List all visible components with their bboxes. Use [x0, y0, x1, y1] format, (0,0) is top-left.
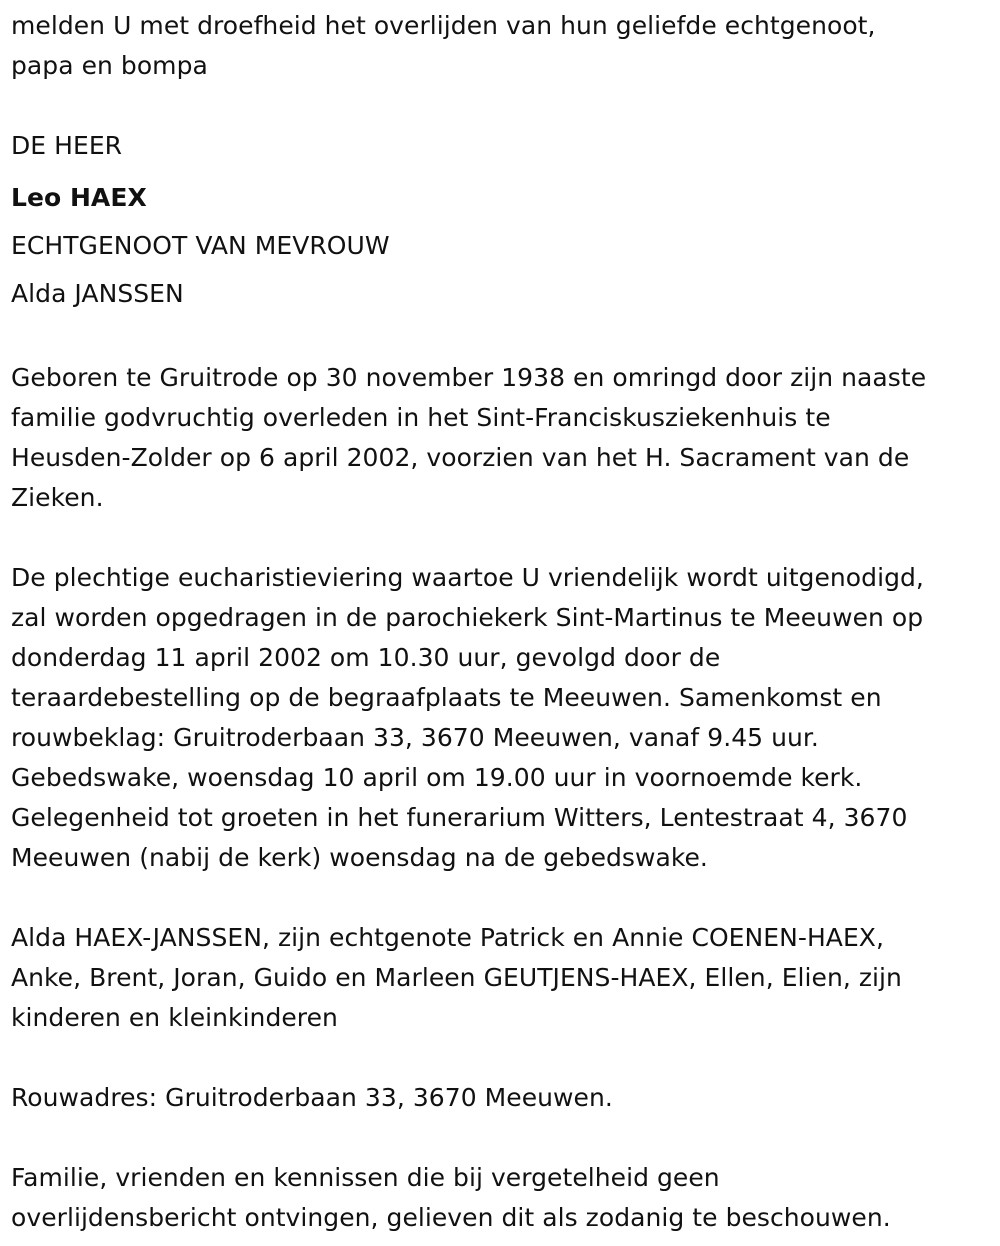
- paragraph-line: overlijdensbericht ontvingen, gelieven dit als zodanig te beschouwen.: [11, 1203, 891, 1232]
- paragraph-line: Meeuwen (nabij de kerk) woensdag na de gebedswake.: [11, 843, 708, 872]
- intro-line: papa en bompa: [11, 51, 208, 80]
- paragraph-line: Gelegenheid tot groeten in het funerarium Witters, Lentestraat 4, 3670: [11, 803, 908, 832]
- intro-paragraph: [11, 6, 990, 86]
- deceased-title: DE HEER: [11, 131, 123, 160]
- ceremony-paragraph: [11, 558, 990, 878]
- birth-death-paragraph: [11, 358, 990, 518]
- paragraph-line: Zieken.: [11, 483, 104, 512]
- paragraph-line: kinderen en kleinkinderen: [11, 1003, 338, 1032]
- intro-line: melden U met droefheid het overlijden van hun geliefde echtgenoot,: [11, 11, 876, 40]
- paragraph-line: donderdag 11 april 2002 om 10.30 uur, gevolgd door de: [11, 643, 721, 672]
- spouse-name: Alda JANSSEN: [11, 279, 184, 308]
- address-line: Rouwadres: Gruitroderbaan 33, 3670 Meeuwen.: [11, 1083, 613, 1112]
- paragraph-line: familie godvruchtig overleden in het Sint-Franciskusziekenhuis te: [11, 403, 831, 432]
- paragraph-line: teraardebestelling op de begraafplaats te Meeuwen. Samenkomst en: [11, 683, 882, 712]
- paragraph-line: Heusden-Zolder op 6 april 2002, voorzien van het H. Sacrament van de: [11, 443, 910, 472]
- paragraph-line: Familie, vrienden en kennissen die bij vergetelheid geen: [11, 1163, 720, 1192]
- address-paragraph: [11, 1078, 990, 1118]
- deceased-name: Leo HAEX: [11, 183, 147, 212]
- paragraph-line: rouwbeklag: Gruitroderbaan 33, 3670 Meeuwen, vanaf 9.45 uur.: [11, 723, 819, 752]
- paragraph-line: Geboren te Gruitrode op 30 november 1938 en omringd door zijn naaste: [11, 363, 927, 392]
- deceased-relation: ECHTGENOOT VAN MEVROUW: [11, 231, 390, 260]
- paragraph-line: Anke, Brent, Joran, Guido en Marleen GEUTJENS-HAEX, Ellen, Elien, zijn: [11, 963, 902, 992]
- deceased-block: [11, 126, 990, 318]
- paragraph-line: Alda HAEX-JANSSEN, zijn echtgenote Patrick en Annie COENEN-HAEX,: [11, 923, 884, 952]
- paragraph-line: Gebedswake, woensdag 10 april om 19.00 uur in voornoemde kerk.: [11, 763, 863, 792]
- closing-paragraph: [11, 1158, 990, 1238]
- family-paragraph: [11, 918, 990, 1038]
- paragraph-line: De plechtige eucharistieviering waartoe U vriendelijk wordt uitgenodigd,: [11, 563, 924, 592]
- paragraph-line: zal worden opgedragen in de parochiekerk Sint-Martinus te Meeuwen op: [11, 603, 924, 632]
